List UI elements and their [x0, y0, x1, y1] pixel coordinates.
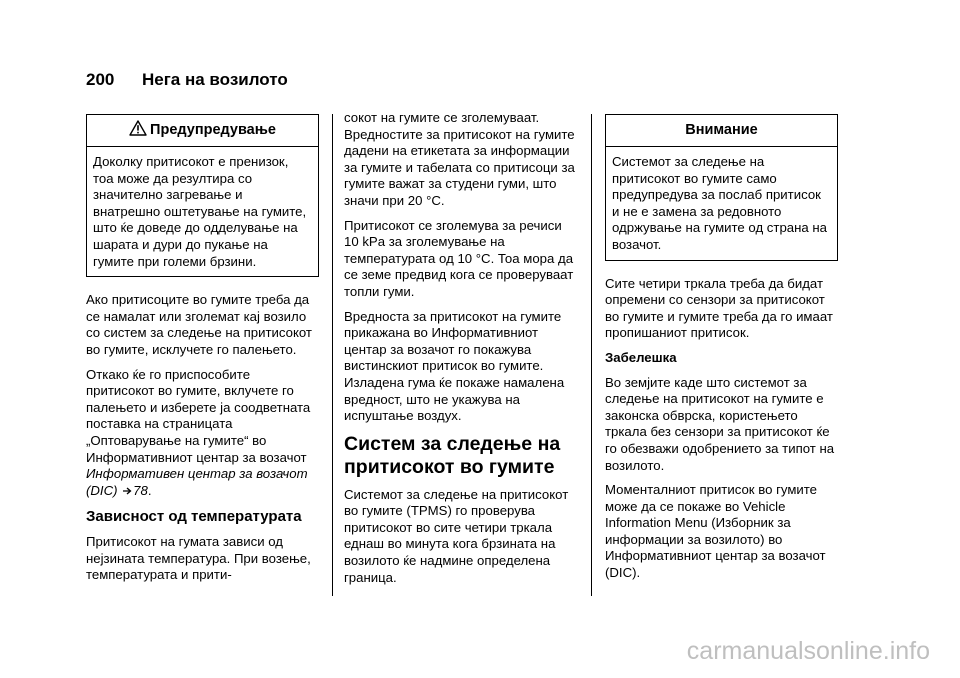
- page-reference-arrow-icon: [121, 486, 133, 496]
- paragraph: [86, 367, 319, 500]
- cross-reference-page[interactable]: 78: [133, 482, 148, 498]
- notice-box: [605, 114, 838, 261]
- column-right: [605, 114, 838, 590]
- column-divider: [591, 114, 592, 596]
- paragraph: Притисокот на гумата зависи од нејзината температура. При возење, температурата и прити-: [86, 534, 311, 583]
- warning-title: Предупредување: [150, 122, 276, 138]
- page-title: Нега на возилото: [142, 70, 288, 89]
- paragraph: Притисокот се зголемува за речиси 10 kPa за зголемување на температурата од 10 °C. Тоа мора да се земе предвид кога се проверуваат топли гуми.: [344, 217, 574, 299]
- page-header: [86, 70, 886, 96]
- paragraph: Во земјите каде што системот за следење на притисокот на гумите е законска обврска, користењето тркала без сензори за притисокот ќе го обезважи одобрението за типот на возилото.: [605, 374, 835, 473]
- warning-text: Доколку притисокот е пренизок, тоа може да резултира со значително загревање и внатрешно оштетување на гумите, што ќе доведе до одделување на шарата и дури до пукање на гумите при големи брзини.: [93, 154, 307, 269]
- paragraph: Сите четири тркала треба да бидат опремени со сензори за притисокот во гумите и гумите треба да го имаат пропишаниот притисок.: [605, 275, 833, 341]
- notice-title: Внимание: [606, 115, 837, 147]
- warning-triangle-icon: [129, 120, 147, 136]
- warning-box: [86, 114, 319, 277]
- warning-box-title: [87, 115, 318, 147]
- paragraph: Моменталниот притисок во гумите може да се покаже во Vehicle Information Menu (Изборник за информации за возилото) во Информативниот центар за возачот (DIC).: [605, 482, 826, 581]
- column-middle: [344, 110, 577, 594]
- paragraph-text: Откако ќе го приспособите притисокот во гумите, вклучете го палењето и изберете ја соодветната поставка на страницата „Оптоварување на гумите“ во Информативниот центар за возачот: [86, 366, 311, 465]
- paragraph: сокот на гумите се зголемуваат. Вредностите за притисокот на гумите дадени на етикетата за информации за гумите и табелата со притисоци за гумите важат за студени гуми, што значи при 20 °C.: [344, 110, 575, 208]
- column-divider: [332, 114, 333, 596]
- notice-text: Системот за следење на притисокот во гумите само предупредува за послаб притисок и не е замена за редовното одржување на гумите од страна на возачот.: [612, 154, 828, 252]
- note-heading: Забелешка: [605, 349, 677, 365]
- column-left: [86, 114, 319, 592]
- subheading: Зависност од температурата: [86, 508, 302, 526]
- page-number: 200: [86, 70, 115, 89]
- watermark: carmanualsonline.info: [686, 637, 930, 665]
- section-heading: Систем за следење на притисокот во гумите: [344, 432, 561, 478]
- cross-reference-link[interactable]: Информативен центар за возачот (DIC): [86, 466, 308, 498]
- paragraph: Системот за следење на притисокот во гумите (TPMS) го проверува притисокот во сите четири тркала еднаш во минута кога брзината на возилото ќе надмине определена граница.: [344, 486, 569, 585]
- paragraph-text: .: [147, 482, 152, 498]
- paragraph: Вредноста за притисокот на гумите прикажана во Информативниот центар за возачот го покажува вистинскиот притисок во гумите. Изладена гума ќе покаже намалена вредност, што не укажува на испуштање воздух.: [344, 308, 565, 424]
- paragraph: Ако притисоците во гумите треба да се намалат или зголемат кај возило со систем за следење на притисокот во гумите, исклучете го палењето.: [86, 292, 312, 357]
